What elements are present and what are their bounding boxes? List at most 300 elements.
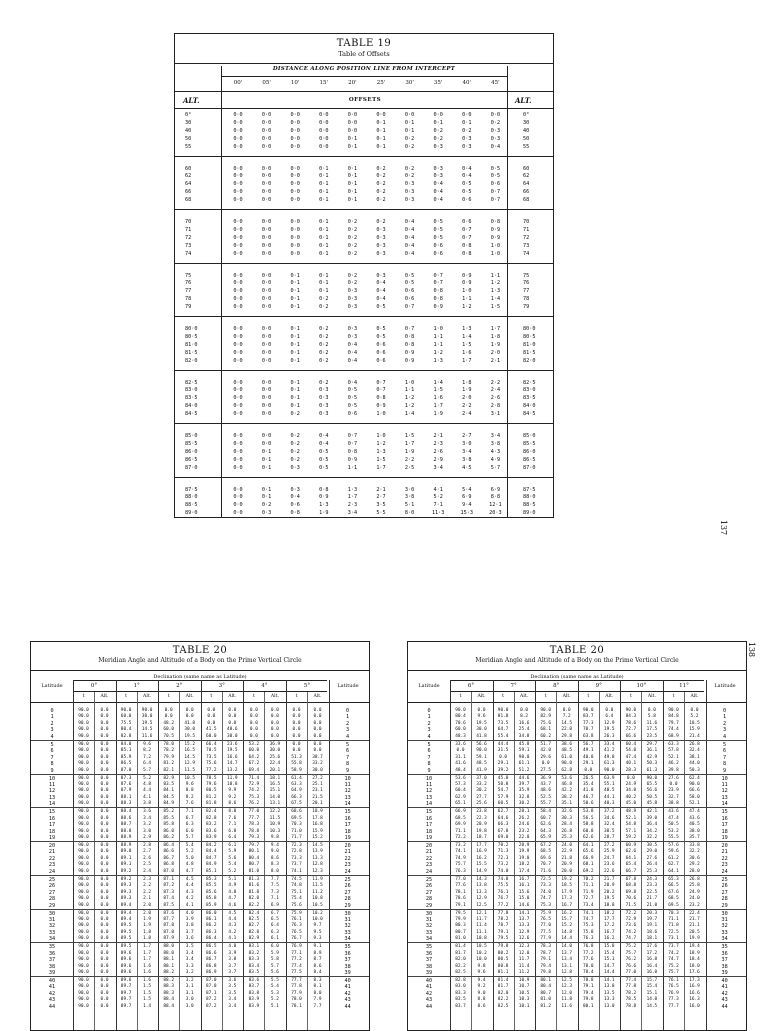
data-cell: 76.7 (291, 936, 302, 942)
offset-cell: 0·4 (404, 219, 415, 225)
data-cell: 90.0 (78, 727, 89, 733)
data-cell: 4.4 (228, 916, 237, 922)
data-cell: 5.7 (143, 767, 152, 773)
alt-value: 68 (185, 197, 192, 204)
data-cell: 88.7 (120, 822, 132, 828)
data-cell: 78.0 (583, 963, 594, 969)
offset-cell: 0·5 (347, 387, 358, 394)
data-cell: 12.9 (184, 761, 195, 767)
data-cell: 78.3 (248, 822, 260, 828)
column-divider (329, 680, 330, 1030)
offset-cell: 0·8 (433, 288, 443, 295)
offset-cell: 0·4 (433, 197, 443, 204)
alt-label-left: ALT. (183, 96, 200, 105)
data-cell: 0.0 (249, 733, 258, 739)
data-cell: 8.6 (477, 1003, 486, 1009)
offset-cell: 0·3 (433, 173, 443, 180)
data-cell: 71.1 (583, 883, 594, 889)
alt-value: 82·0 (185, 357, 198, 364)
data-cell: 0.0 (100, 727, 109, 733)
alt-value-right: 88·0 (523, 494, 536, 501)
offset-cell: 0·3 (347, 333, 358, 340)
alt-value: 81·5 (185, 349, 198, 356)
data-cell: 0.0 (100, 855, 109, 861)
data-cell: 10.7 (518, 984, 530, 990)
alt-value: 60 (185, 165, 192, 172)
data-cell: 79.3 (248, 835, 260, 841)
data-cell: 0.0 (185, 708, 194, 713)
data-cell: 2.9 (143, 835, 152, 841)
data-cell: 1.5 (143, 990, 152, 996)
data-cell: 23.2 (689, 902, 700, 908)
data-cell: 90.0 (78, 929, 89, 935)
offset-cell: 0·2 (319, 296, 329, 303)
offset-cell: 0·4 (290, 494, 300, 501)
latitude-value: 6 (427, 748, 431, 755)
subheader-t: t (210, 694, 213, 699)
offset-cell: 0·0 (233, 197, 243, 204)
data-cell: 46.7 (583, 794, 594, 800)
data-cell: 14.4 (561, 936, 572, 942)
data-cell: 6.8 (228, 828, 237, 834)
latitude-value: 2 (427, 720, 431, 727)
latitude-value-right: 23 (721, 862, 728, 869)
latitude-value-right: 34 (721, 936, 728, 943)
data-cell: 72.3 (497, 855, 509, 861)
data-cell: 79.9 (163, 754, 174, 760)
latitude-value: 36 (425, 950, 433, 957)
data-cell: 90.0 (78, 978, 89, 983)
declination-column-5: 11° (679, 683, 689, 689)
data-cell: 0.0 (100, 889, 109, 895)
data-cell: 24.0 (561, 843, 572, 848)
data-cell: 90.0 (78, 708, 89, 713)
data-cell: 74.2 (668, 950, 679, 956)
data-cell: 50.6 (583, 801, 594, 807)
offset-cell: 0·6 (347, 411, 358, 418)
data-cell: 8.0 (270, 868, 279, 874)
latitude-value-right: 5 (346, 741, 350, 748)
data-cell: 66.7 (625, 868, 637, 874)
data-cell: 26.8 (689, 741, 700, 747)
data-cell: 0.0 (100, 835, 109, 841)
data-cell: 5.4 (185, 843, 194, 848)
data-cell: 11.7 (476, 916, 487, 922)
data-cell: 3.8 (143, 801, 152, 807)
latitude-value: 36 (48, 950, 56, 957)
data-cell: 3.4 (228, 997, 237, 1003)
data-cell: 0.0 (292, 748, 301, 754)
latitude-value: 1 (427, 714, 431, 721)
data-cell: 41.8 (476, 733, 487, 739)
offset-cell: 0·0 (347, 127, 358, 134)
offset-cell: 0·4 (347, 341, 358, 348)
data-cell: 81.2 (206, 794, 217, 800)
offset-cell: 0·0 (233, 464, 243, 471)
data-cell: 89.7 (120, 990, 132, 996)
data-cell: 20.9 (518, 843, 530, 848)
data-cell: 2.3 (143, 876, 152, 882)
data-cell: 74.8 (291, 883, 302, 889)
data-cell: 20.9 (604, 883, 615, 889)
data-cell: 12.5 (476, 902, 487, 908)
latitude-value-right: 4 (723, 733, 727, 740)
data-cell: 10.0 (312, 916, 323, 922)
data-cell: 88.1 (163, 957, 174, 963)
data-cell: 73.2 (497, 862, 509, 868)
data-cell: 63.3 (291, 781, 302, 787)
offset-cell: 0·6 (433, 242, 443, 249)
offset-cell: 0·1 (376, 135, 386, 142)
data-cell: 83.2 (248, 950, 260, 956)
data-cell: 52.5 (540, 794, 551, 800)
offset-cell: 2·3 (347, 502, 358, 509)
offset-cell: 0·0 (290, 197, 300, 204)
data-cell: 0.0 (313, 727, 322, 733)
data-cell: 5.8 (647, 714, 656, 720)
data-cell: 0.0 (605, 708, 614, 713)
offset-cell: 2·6 (490, 395, 501, 402)
data-cell: 24.7 (604, 855, 615, 861)
offset-cell: 0·1 (319, 280, 329, 287)
offset-cell: 0·0 (261, 165, 272, 172)
data-cell: 14.3 (476, 876, 487, 882)
alt-value-right: 82·5 (523, 379, 536, 386)
subheader-t: t (629, 694, 632, 699)
latitude-value: 35 (425, 944, 433, 951)
data-cell: 63.3 (668, 741, 679, 747)
subheader-alt: Alt. (690, 694, 699, 699)
data-cell: 42.1 (646, 809, 658, 815)
latitude-value-right: 37 (344, 957, 351, 964)
data-cell: 3.6 (143, 809, 152, 815)
data-cell: 16.0 (689, 1003, 700, 1009)
data-cell: 25.3 (561, 835, 572, 841)
latitude-value-right: 21 (344, 849, 351, 856)
offset-cell: 0·4 (376, 296, 386, 303)
alt-value: 86·5 (185, 456, 198, 463)
data-cell: 34.0 (625, 788, 637, 794)
data-cell: 1.6 (143, 978, 152, 983)
data-cell: 11.5 (312, 883, 323, 889)
data-cell: 35.4 (583, 781, 594, 787)
group-divider (175, 156, 553, 157)
data-cell: 14.8 (646, 997, 658, 1003)
data-cell: 0.0 (292, 720, 301, 726)
latitude-value-right: 28 (721, 896, 728, 903)
data-cell: 90.0 (78, 896, 89, 902)
offsets-label: OFFSETS (348, 97, 382, 103)
data-cell: 80.1 (540, 978, 551, 983)
group-divider (31, 909, 369, 910)
data-cell: 85.6 (206, 889, 217, 895)
data-cell: 60.0 (206, 733, 217, 739)
data-cell: 84.5 (163, 794, 174, 800)
data-cell: 55.4 (497, 733, 509, 739)
data-cell: 77.1 (291, 950, 302, 956)
alt-value: 83·5 (185, 395, 198, 402)
data-cell: 58.4 (540, 809, 551, 815)
data-cell: 20.1 (269, 767, 281, 773)
data-cell: 78.7 (540, 950, 551, 956)
offset-cell: 12·1 (489, 502, 502, 509)
latitude-value: 13 (48, 794, 56, 801)
latitude-value-right: 33 (721, 929, 728, 936)
declination-column-1: 7° (510, 683, 517, 689)
data-cell: 4.3 (185, 889, 194, 895)
offset-cell: 1·7 (347, 494, 358, 501)
data-cell: 71.1 (668, 916, 679, 922)
data-cell: 15.4 (646, 984, 658, 990)
data-cell: 37.0 (476, 775, 487, 781)
offset-cell: 0·0 (233, 456, 243, 463)
data-cell: 2.7 (143, 849, 152, 855)
data-cell: 86.5 (206, 944, 217, 950)
offset-cell: 0·8 (433, 296, 443, 303)
data-cell: 13.7 (518, 916, 530, 922)
data-cell: 9.6 (143, 741, 152, 747)
latitude-value-right: 34 (344, 936, 351, 943)
offset-cell: 0·0 (261, 189, 272, 196)
data-cell: 6.9 (270, 902, 279, 908)
offset-cell: 0·9 (404, 357, 415, 364)
data-cell: 2.5 (143, 862, 152, 868)
data-cell: 82.2 (248, 902, 260, 908)
data-cell: 0.0 (100, 963, 109, 969)
data-cell: 83.6 (248, 978, 260, 983)
data-cell: 52.1 (689, 801, 700, 807)
offset-cell: 0·1 (347, 197, 358, 204)
data-cell: 33.6 (455, 741, 466, 747)
data-cell: 1.5 (143, 997, 152, 1003)
alt-value-right: 82·0 (523, 357, 536, 364)
offset-cell: 0·2 (347, 280, 358, 287)
offset-cell: 0·6 (490, 181, 501, 188)
alt-value: 85·5 (185, 440, 198, 447)
offset-cell: 0·4 (433, 181, 443, 188)
data-cell: 0.0 (100, 876, 109, 882)
data-cell: 59.2 (625, 835, 637, 841)
data-cell: 0.0 (292, 733, 301, 739)
latitude-value: 8 (427, 761, 431, 768)
offset-cell: 1·2 (376, 440, 386, 447)
data-cell: 79.5 (497, 936, 509, 942)
data-cell: 88.0 (163, 950, 174, 956)
data-cell: 41.5 (206, 727, 217, 733)
data-cell: 80.7 (248, 862, 260, 868)
offset-cell: 0·0 (233, 173, 243, 180)
data-cell: 18.2 (518, 862, 530, 868)
data-cell: 88.2 (163, 970, 174, 976)
offset-cell: 1·9 (404, 448, 415, 455)
data-cell: 14.5 (646, 1003, 658, 1009)
offset-cell: 0·0 (233, 333, 243, 340)
data-cell: 3.0 (185, 1003, 194, 1009)
offset-cell: 0·0 (233, 341, 243, 348)
data-cell: 38.8 (668, 801, 679, 807)
data-cell: 88.0 (163, 944, 174, 950)
data-cell: 6.3 (270, 929, 279, 935)
data-cell: 7.2 (562, 714, 571, 720)
alt-value: 40 (185, 127, 192, 134)
offset-cell: 8·8 (490, 494, 501, 501)
data-cell: 16.8 (646, 957, 658, 963)
offset-cell: 0·3 (347, 326, 358, 332)
data-cell: 3.1 (185, 990, 194, 996)
data-cell: 69.0 (497, 835, 509, 841)
data-cell: 71.7 (291, 835, 302, 841)
data-cell: 7.1 (270, 896, 279, 902)
data-cell: 67.2 (248, 761, 260, 767)
data-cell: 19.5 (141, 720, 153, 726)
data-cell: 4.2 (228, 929, 237, 935)
offset-cell: 2·6 (433, 448, 443, 455)
data-cell: 10.5 (476, 944, 487, 950)
data-cell: 88.3 (163, 990, 174, 996)
data-cell: 0.0 (100, 843, 109, 848)
latitude-value-right: 22 (721, 855, 728, 862)
data-cell: 77.6 (583, 957, 594, 963)
offset-cell: 2·4 (462, 411, 472, 418)
data-cell: 0.0 (647, 708, 656, 713)
data-cell: 18.1 (646, 936, 658, 942)
data-cell: 31.5 (497, 748, 509, 754)
data-cell: 40.2 (625, 794, 637, 800)
data-cell: 10.0 (476, 957, 487, 963)
data-cell: 16.2 (561, 910, 572, 916)
latitude-label-left: Latitude (41, 683, 63, 689)
alt-value-right: 74 (523, 250, 530, 257)
offset-cell: 0·5 (404, 272, 415, 279)
data-cell: 80.4 (455, 714, 466, 720)
data-cell: 77.6 (455, 883, 466, 889)
data-cell: 15.4 (604, 950, 615, 956)
data-cell: 87.8 (163, 923, 174, 929)
data-cell: 0.0 (249, 714, 258, 720)
data-cell: 0.0 (100, 794, 109, 800)
offset-cell: 1·7 (404, 440, 415, 447)
alt-value: 74 (185, 250, 192, 257)
data-cell: 77.7 (291, 978, 302, 983)
group-divider (31, 740, 369, 741)
offset-cell: 1·3 (319, 502, 329, 509)
offset-cell: 0·4 (462, 165, 472, 172)
data-cell: 61.2 (668, 855, 679, 861)
data-cell: 3.7 (228, 970, 237, 976)
data-cell: 28.7 (604, 835, 615, 841)
offset-cell: 1·9 (462, 387, 472, 394)
latitude-value: 43 (425, 997, 433, 1004)
offset-cell: 0·1 (376, 143, 386, 150)
data-cell: 24.9 (689, 889, 700, 895)
data-cell: 11.6 (646, 720, 658, 726)
group-divider (408, 841, 746, 842)
data-cell: 68.1 (583, 862, 594, 868)
data-cell: 68.5 (455, 815, 466, 821)
data-cell: 68.5 (668, 896, 679, 902)
offset-cell: 0·3 (319, 403, 329, 410)
data-cell: 4.5 (185, 876, 194, 882)
data-cell: 69.4 (248, 767, 260, 773)
table-20-right (407, 641, 747, 1031)
data-cell: 29.6 (540, 754, 551, 760)
offset-cell: 0·1 (290, 357, 300, 364)
data-cell: 0.0 (100, 950, 109, 956)
data-cell: 0.0 (690, 708, 699, 713)
data-cell: 89.2 (120, 868, 132, 874)
data-cell: 42.9 (646, 754, 658, 760)
offset-cell: 0·9 (490, 234, 501, 241)
subheader-alt: Alt. (562, 694, 571, 699)
data-cell: 11.4 (518, 963, 530, 969)
data-cell: 40.8 (583, 754, 594, 760)
data-cell: 12.3 (518, 944, 530, 950)
subheader-alt: Alt. (313, 694, 322, 699)
latitude-value-right: 9 (346, 767, 350, 774)
data-cell: 62.6 (540, 822, 551, 828)
offset-cell: 3·8 (490, 440, 501, 447)
data-cell: 3.4 (143, 815, 152, 821)
offset-cell: 2·0 (462, 395, 472, 402)
data-cell: 72.9 (625, 916, 637, 922)
offset-cell: 0·5 (376, 304, 386, 311)
data-cell: 21.1 (689, 923, 700, 929)
data-cell: 89.6 (120, 963, 132, 969)
latitude-value: 31 (48, 916, 56, 923)
data-cell: 67.6 (668, 889, 679, 895)
offset-cell: 0·0 (261, 288, 272, 295)
offset-cell: 0·0 (261, 234, 272, 241)
data-cell: 85.5 (206, 883, 217, 889)
data-cell: 1.6 (143, 970, 152, 976)
data-cell: 5.9 (228, 849, 237, 855)
latitude-value-right: 0 (346, 708, 350, 714)
offset-cell: 1·1 (433, 341, 443, 348)
data-cell: 0.0 (100, 741, 109, 747)
data-cell: 71.5 (625, 902, 637, 908)
data-cell: 3.6 (185, 936, 194, 942)
data-cell: 40.1 (625, 761, 637, 767)
data-cell: 8.8 (185, 788, 194, 794)
offset-cell: 0·1 (319, 226, 329, 233)
offset-cell: 0·0 (233, 219, 243, 225)
data-cell: 83.4 (248, 963, 260, 969)
data-cell: 15.2 (312, 835, 323, 841)
data-cell: 47.4 (668, 815, 679, 821)
data-cell: 87.3 (163, 889, 174, 895)
data-cell: 7.7 (270, 876, 279, 882)
offset-cell: 0·1 (290, 326, 300, 332)
latitude-value: 17 (48, 822, 56, 829)
data-cell: 11.2 (312, 889, 323, 895)
data-cell: 32.4 (604, 822, 615, 828)
data-cell: 6.3 (185, 822, 194, 828)
data-cell: 19.9 (518, 849, 530, 855)
data-cell: 36.9 (540, 775, 551, 781)
data-cell: 0.0 (292, 714, 301, 720)
latitude-value: 24 (48, 868, 56, 875)
data-cell: 60.0 (120, 714, 132, 720)
offset-cell: 0·7 (433, 272, 443, 279)
offset-cell: 0·3 (433, 165, 443, 172)
data-cell: 9.6 (185, 781, 194, 787)
data-cell: 26.3 (604, 733, 615, 739)
data-cell: 4.1 (228, 936, 237, 942)
latitude-value: 44 (425, 1003, 433, 1010)
alt-value: 87·0 (185, 464, 198, 471)
offset-cell: 1·1 (490, 272, 501, 279)
group-divider (175, 263, 553, 264)
